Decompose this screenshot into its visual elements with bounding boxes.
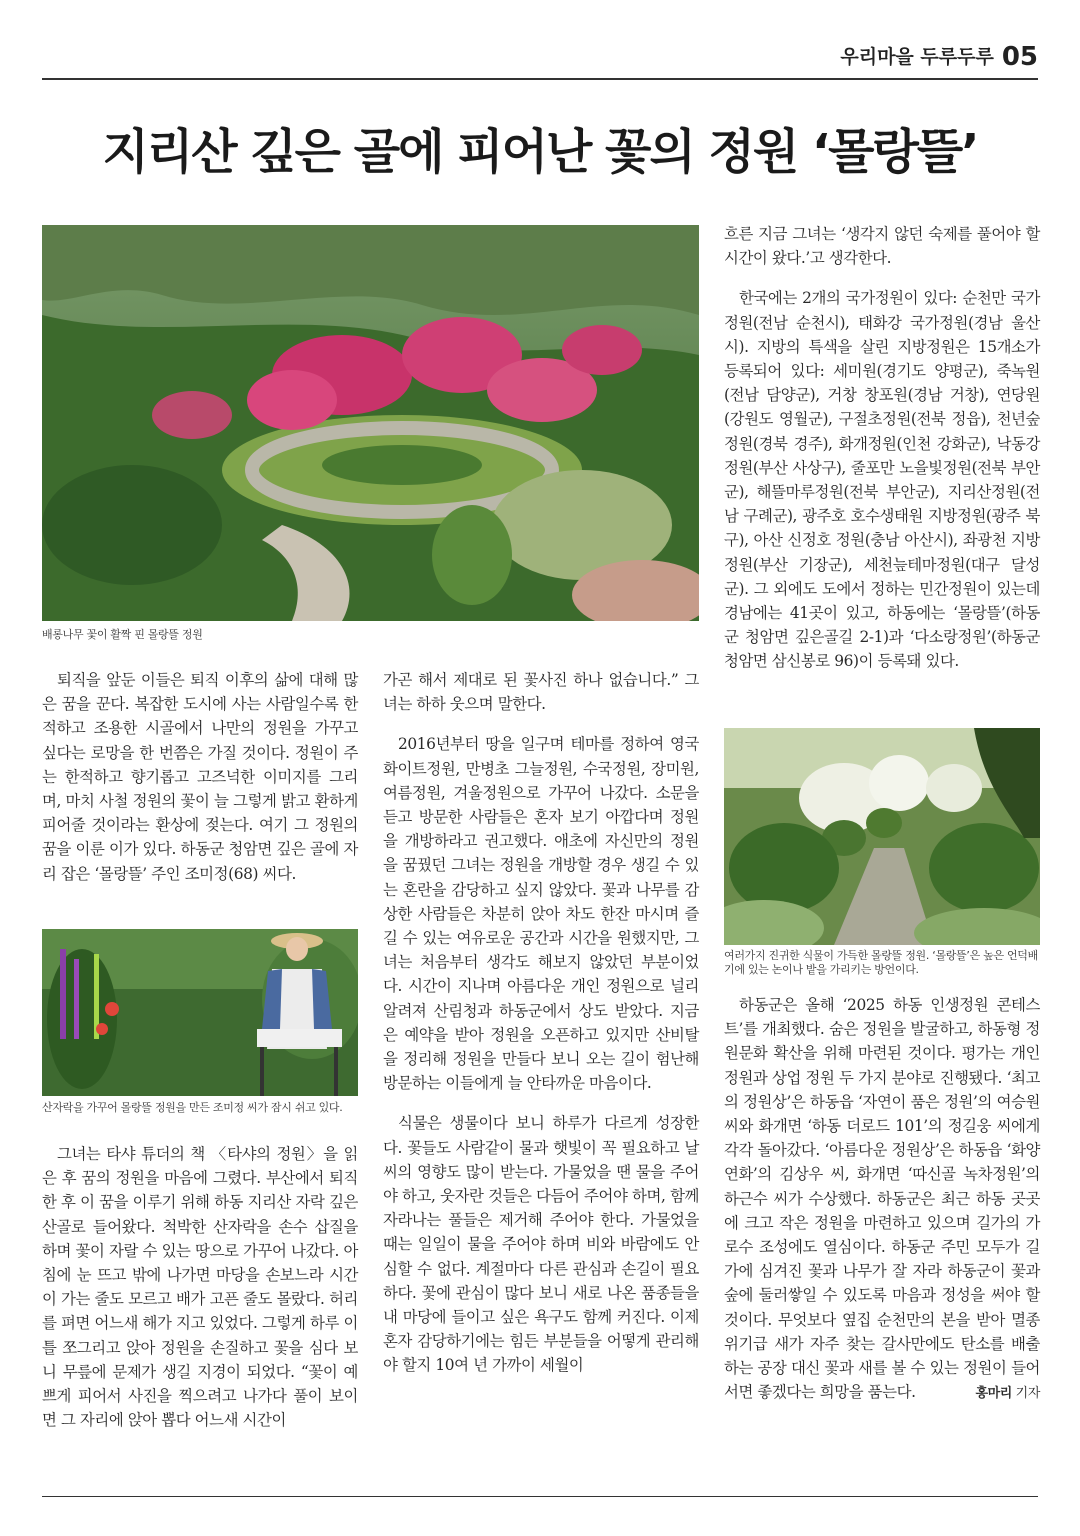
article-column-3 (724, 222, 1040, 674)
topiary-photo-caption: 여러가지 진귀한 식물이 가득한 몰랑뜰 정원. ‘몰랑뜰’은 높은 언덕배기에 있는 논이나 밭을 가리키는 방언이다. (724, 949, 1038, 976)
section-label (840, 40, 1038, 70)
main-garden-photo (42, 225, 699, 621)
main-photo-caption: 배롱나무 꽃이 활짝 핀 몰랑뜰 정원 (42, 628, 203, 641)
article-column-2 (383, 668, 699, 1378)
paragraph: 퇴직을 앞둔 이들은 퇴직 이후의 삶에 대해 많은 꿈을 꾼다. 복잡한 도시에 사는 사람일수록 한적하고 조용한 시골에서 나만의 정원을 가꾸고 싶다는 로망을 한 번쯤은 가질 것이다. 정원이 주는 한적하고 향기롭고 고즈넉한 이미지를 그리며, 마치 사철 정원의 꽃이 늘 그렇게 밝고 환하게 피어줄 것이라는 환상에 젖는다. 여기 그 정원의 꿈을 이룬 이가 있다. 하동군 청암면 깊은 골에 자리 잡은 ‘몰랑뜰’ 주인 조미정(68) 씨다. (42, 671, 358, 883)
reporter-name: 홍마리 (975, 1386, 1012, 1402)
portrait-photo (42, 929, 358, 1096)
article-title: 지리산 깊은 골에 피어난 꽃의 정원 ‘몰랑뜰’ (102, 124, 978, 180)
paragraph-text: 하동군은 올해 ‘2025 하동 인생정원 콘테스트’를 개최했다. 숨은 정원을 발굴하고, 하동형 정원문화 확산을 위해 마련된 것이다. 평가는 개인 정원과 상업 정원 두 가지 분야로 진행됐다. ‘최고의 정원상’은 하동읍 ‘자연이 품은 정원’의 여승원 씨와 화개면 ‘하동 더로드 101’의 정길웅 씨에게 각각 돌아갔다. ‘아름다운 정원상’은 하동읍 ‘화양연화’의 김상우 씨, 화개면 ‘따신골 녹차정원’의 하근수 씨가 수상했다. 하동군은 최근 하동 곳곳에 크고 작은 정원을 마련하고 있으며 길가의 가로수 조성에도 열심이다. 하동군 주민 모두가 길가에 심겨진 꽃과 나무가 잘 자라 하동군이 꽃과 숲에 둘러쌓일 수 있도록 마음과 정성을 써야 할 것이다. 무엇보다 옆집 순천만의 본을 받아 멸종 위기급 새가 자주 찾는 갈사만에도 탄소를 배출하는 공장 대신 꽃과 새를 볼 수 있는 정원이 들어서면 좋겠다는 희망을 품는다. (724, 996, 1040, 1402)
paragraph (724, 993, 1040, 1404)
reporter-role: 기자 (1015, 1386, 1040, 1402)
paragraph: 2016년부터 땅을 일구며 테마를 정하여 영국 화이트정원, 만병초 그늘정원, 수국정원, 장미원, 여름정원, 겨울정원으로 가꾸어 나갔다. 소문을 듣고 방문한 사람들은 혼자 보기 아깝다며 정원을 개방하라고 권고했다. 애초에 자신만의 정원을 꿈꿨던 그녀는 정원을 개방할 경우 생길 수 있는 혼란을 감당하고 싶지 않았다. 꽃과 나무를 감상한 사람들은 차분히 앉아 차도 한잔 마시며 즐길 수 있는 여유로운 공간과 시간을 원했지만, 그녀는 처음부터 생각도 해보지 않았던 부분이었다. 시간이 지나며 아름다운 개인 정원으로 널리 알려져 산림청과 하동군에서 상도 받았다. 지금은 예약을 받아 정원을 오픈하고 있지만 산비탈을 정리해 정원을 만들다 보니 오는 길이 험난해 방문하는 이들에게 늘 안타까운 마음이다. (383, 735, 699, 1093)
article-column-1 (42, 668, 358, 886)
paragraph: 한국에는 2개의 국가정원이 있다: 순천만 국가정원(전남 순천시), 태화강 국가정원(경남 울산시). 지방의 특색을 살린 지방정원은 15개소가 등록되어 있다: 세미원(경기도 양평군), 죽녹원(전남 담양군), 거창 창포원(경남 거창), 연당원(강원도 영월군), 구절초정원(전북 정읍), 천년숲정원(경북 경주), 화개정원(인천 강화군), 낙동강정원(부산 사상구), 줄포만 노을빛정원(전북 부안군), 해뜰마루정원(전북 부안군), 지리산정원(전남 구례군), 광주호 호수생태원 지방정원(광주 북구), 아산 신정호 정원(충남 아산시), 좌광천 지방정원(부산 기장군), 세천늪테마정원(대구 달성군). 그 외에도 도에서 정하는 민간정원이 있는데 경남에는 41곳이 있고, 하동에는 ‘몰랑뜰’(하동군 청암면 깊은골길 2-1)과 ‘다소랑정원’(하동군 청암면 삼신봉로 96)이 등록돼 있다. (724, 289, 1040, 671)
section-name: 우리마을 두루두루 (840, 46, 994, 68)
byline (960, 1382, 1040, 1406)
article-column-1-continued (42, 1142, 358, 1432)
paragraph: 흐른 지금 그녀는 ‘생각지 않던 숙제를 풀어야 할 시간이 왔다.’고 생각한다. (724, 225, 1040, 268)
topiary-garden-photo (724, 728, 1040, 945)
footer-rule (42, 1496, 1038, 1497)
paragraph: 식물은 생물이다 보니 하루가 다르게 성장한다. 꽃들도 사람같이 물과 햇빛이 꼭 필요하고 날씨의 영향도 많이 받는다. 가물었을 땐 물을 주어야 하고, 웃자란 것들은 다듬어 주어야 하며, 함께 자라나는 풀들은 제거해 주어야 한다. 가물었을 때는 일일이 물을 주어야 하며 비와 바람에도 안심할 수 없다. 계절마다 다른 관심과 손길이 필요하다. 꽃에 관심이 많다 보니 새로 나온 품종들을 내 마당에 들이고 싶은 욕구도 함께 커진다. 이제 혼자 감당하기에는 힘든 부분들을 어떻게 관리해야 할지 10여 년 가까이 세월이 (383, 1114, 699, 1375)
page-header (42, 36, 1038, 80)
header-rule (42, 78, 1038, 80)
portrait-photo-caption: 산자락을 가꾸어 몰랑뜰 정원을 만든 조미정 씨가 잠시 쉬고 있다. (42, 1101, 343, 1114)
paragraph: 그녀는 타샤 튜더의 책 〈타샤의 정원〉을 읽은 후 꿈의 정원을 마음에 그렸다. 부산에서 퇴직한 후 이 꿈을 이루기 위해 하동 지리산 자락 깊은 산골로 들어왔다. 척박한 산자락을 손수 삽질을 하며 꽃이 자랄 수 있는 땅으로 가꾸어 나갔다. 아침에 눈 뜨고 밖에 나가면 마당을 손보느라 시간이 가는 줄도 모르고 배가 고픈 줄도 몰랐다. 허리를 펴면 어느새 해가 지고 있었다. 그렇게 하루 이틀 쪼그리고 앉아 정원을 손질하고 꽃을 심다 보니 무릎에 문제가 생길 지경이 되었다. “꽃이 예쁘게 피어서 사진을 찍으려고 나가다 풀이 보이면 그 자리에 앉아 뽑다 어느새 시간이 (42, 1145, 358, 1430)
page-number: 05 (1001, 42, 1038, 72)
paragraph: 가곤 해서 제대로 된 꽃사진 하나 없습니다.” 그녀는 하하 웃으며 말한다. (383, 671, 699, 714)
article-column-3-continued (724, 993, 1040, 1406)
